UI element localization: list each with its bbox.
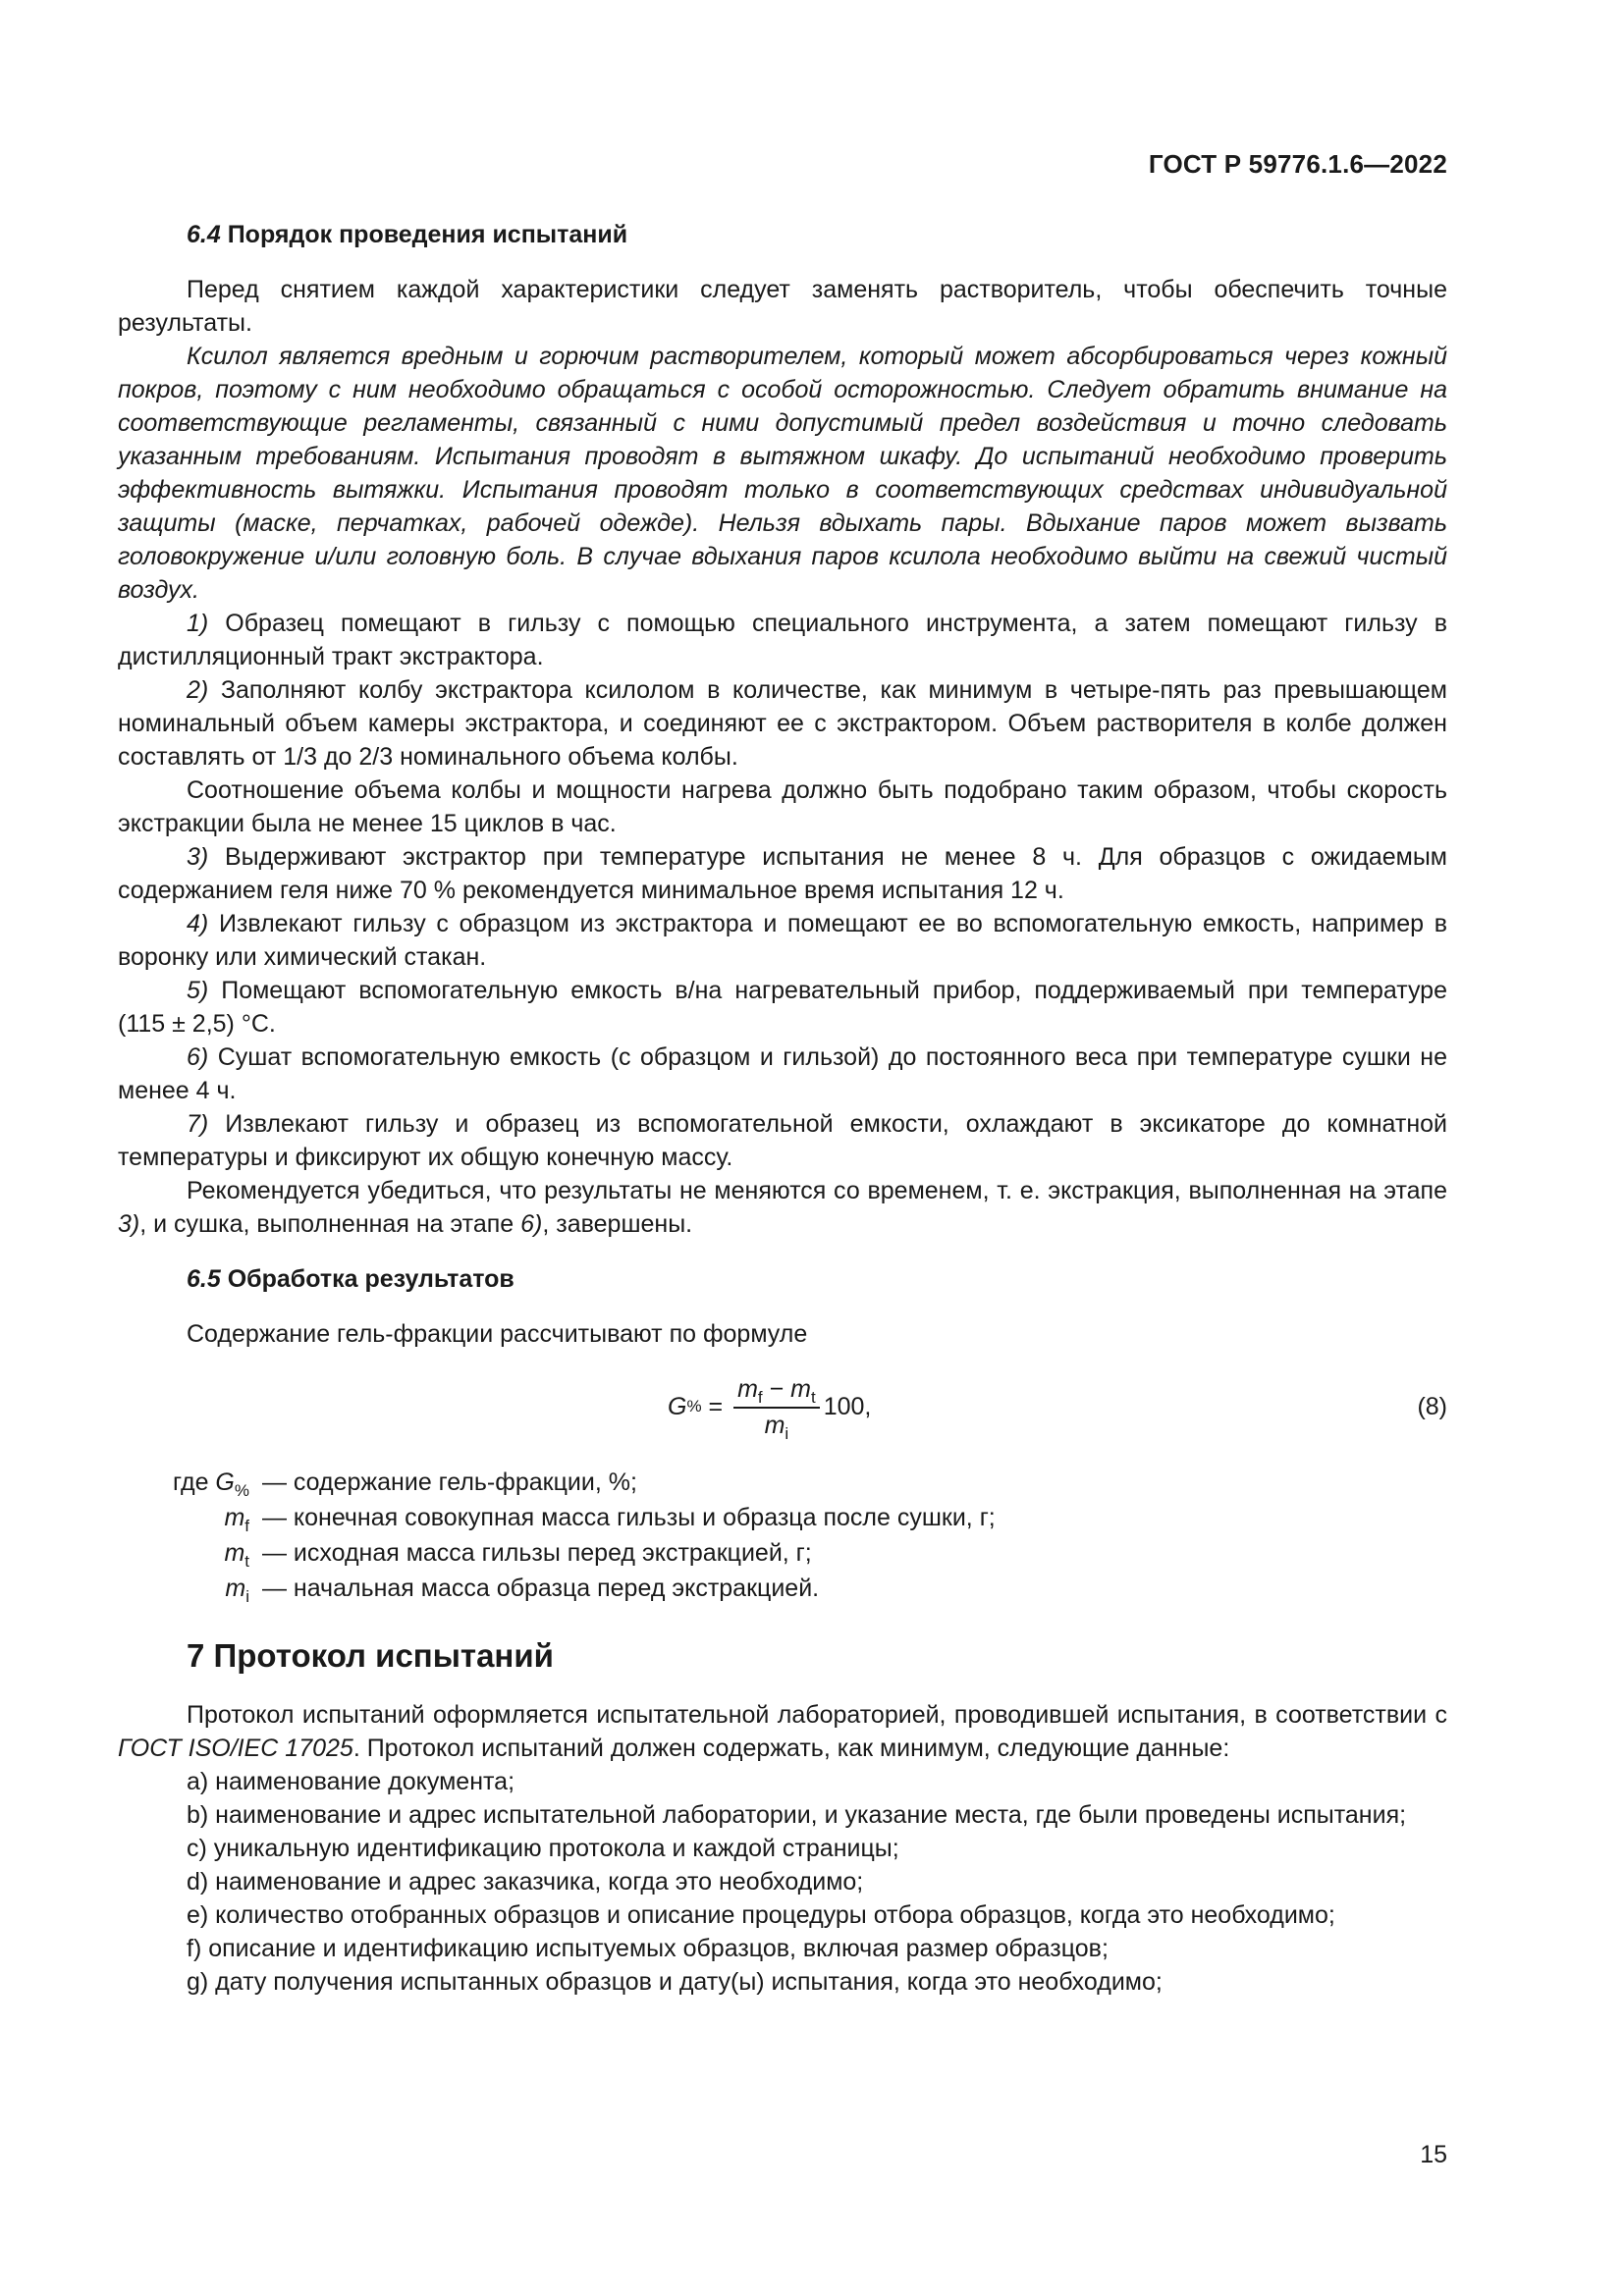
- numerator-var-a: m: [737, 1374, 758, 1403]
- section-6-5-heading: [187, 1262, 1447, 1296]
- formula-block: [118, 1364, 1447, 1449]
- definition-row: [118, 1465, 1447, 1500]
- list-item: d) наименование и адрес заказчика, когда это необходимо;: [187, 1868, 864, 1896]
- formula-lhs-var: G: [668, 1393, 687, 1420]
- definition-sub: t: [244, 1552, 249, 1571]
- definition-text: — начальная масса образца перед экстракцией.: [255, 1575, 820, 1602]
- protocol-intro-b: . Протокол испытаний должен содержать, как минимум, следующие данные:: [352, 1735, 1230, 1762]
- gel-fraction-formula: G % = $\frac{m_f - m_t}{m_i}$ 100,: [668, 1374, 872, 1443]
- paragraph-xylene-warning: Ксилол является вредным и горючим растворителем, который может абсорбироваться через кожный покров, поэтому с ним необходимо обращаться с особой осторожностью. Следует обратить внимание на соответствующие регламенты, связанный с ними допустимый предел воздействия и точно следовать указанным требованиям. Испытания проводят в вытяжном шкафу. До испытаний необходимо проверить эффективность вытяжки. Испытания проводят только в соответствующих средствах индивидуальной защиты (маске, перчатках, рабочей одежде). Нельзя вдыхать пары. Вдыхание паров может вызвать головокружение и/или головную боль. В случае вдыхания паров ксилола необходимо выйти на свежий чистый воздух.: [118, 343, 1447, 604]
- step-6-marker: 6): [187, 1043, 209, 1071]
- formula-definitions: [118, 1465, 1447, 1606]
- step-1-marker: 1): [187, 610, 209, 637]
- page-content: [118, 218, 1447, 1999]
- list-item: c) уникальную идентификацию протокола и каждой страницы;: [187, 1835, 899, 1862]
- numerator-sub-a: f: [757, 1387, 763, 1407]
- paragraph-formula-intro: Содержание гель-фракции рассчитывают по формуле: [187, 1320, 808, 1348]
- paragraph-ratio: Соотношение объема колбы и мощности нагрева должно быть подобрано таким образом, чтобы скорость экстракции была не менее 15 циклов в час.: [118, 776, 1447, 837]
- step-5-marker: 5): [187, 977, 209, 1004]
- definition-var: m: [224, 1504, 245, 1531]
- step-4-text: Извлекают гильзу с образцом из экстрактора и помещают ее во вспомогательную емкость, например в воронку или химический стакан.: [118, 910, 1447, 971]
- list-item: a) наименование документа;: [187, 1768, 515, 1795]
- recommendation-step-ref-3: 3): [118, 1210, 140, 1238]
- step-5: [118, 974, 1447, 1041]
- step-3-marker: 3): [187, 843, 209, 871]
- definition-row: [118, 1535, 1447, 1571]
- definition-sub: i: [245, 1587, 249, 1606]
- protocol-standard-ref: ГОСТ ISO/IEC 17025: [118, 1735, 353, 1762]
- where-word: где: [172, 1468, 216, 1496]
- step-1: [118, 607, 1447, 673]
- denominator-var: m: [764, 1411, 785, 1439]
- formula-number: (8): [1417, 1393, 1447, 1420]
- section-6-4-number: 6.4: [187, 221, 221, 248]
- recommendation-text-c: , завершены.: [542, 1210, 693, 1238]
- protocol-intro-a: Протокол испытаний оформляется испытательной лабораторией, проводившей испытания, в соответствии с: [187, 1701, 1447, 1729]
- definition-text: — конечная совокупная масса гильзы и образца после сушки, г;: [255, 1504, 996, 1531]
- section-6-4-heading: [187, 218, 1447, 251]
- page-number: 15: [1420, 2141, 1447, 2168]
- numerator-sub-b: t: [810, 1387, 816, 1407]
- step-2-text: Заполняют колбу экстрактора ксилолом в количестве, как минимум в четыре-пять раз превышающем номинальный объем камеры экстрактора, и соединяют ее с экстрактором. Объем растворителя в колбе должен составлять от 1/3 до 2/3 номинального объема колбы.: [118, 676, 1447, 771]
- formula-fraction: [733, 1374, 820, 1443]
- step-6: [118, 1041, 1447, 1107]
- formula-numerator: [733, 1374, 820, 1409]
- step-5-text: Помещают вспомогательную емкость в/на нагревательный прибор, поддерживаемый при температуре (115 ± 2,5) °С.: [118, 977, 1447, 1038]
- definition-sub: %: [234, 1481, 249, 1500]
- paragraph-protocol-intro: [118, 1698, 1447, 1765]
- definition-row: [118, 1500, 1447, 1535]
- step-7-text: Извлекают гильзу и образец из вспомогательной емкости, охлаждают в эксикаторе до комнатной температуры и фиксируют их общую конечную массу.: [118, 1110, 1447, 1171]
- step-4-marker: 4): [187, 910, 209, 937]
- numerator-var-b: m: [790, 1374, 811, 1403]
- definition-label: [118, 1465, 255, 1500]
- definition-var: m: [224, 1539, 245, 1567]
- recommendation-text-b: , и сушка, выполненная на этапе: [139, 1210, 521, 1238]
- definition-text: — исходная масса гильзы перед экстракцией, г;: [255, 1539, 812, 1567]
- step-6-text: Сушат вспомогательную емкость (с образцом и гильзой) до постоянного веса при температуре сушки не менее 4 ч.: [118, 1043, 1447, 1104]
- definition-sub: f: [244, 1517, 249, 1535]
- denominator-sub: i: [785, 1423, 789, 1443]
- formula-tail: 100,: [823, 1393, 872, 1420]
- recommendation-text-a: Рекомендуется убедиться, что результаты не меняются со временем, т. е. экстракция, выполненная на этапе: [187, 1177, 1447, 1204]
- step-2: [118, 673, 1447, 774]
- definition-text: — содержание гель-фракции, %;: [255, 1468, 637, 1496]
- section-7-heading: 7 Протокол испытаний: [187, 1637, 554, 1674]
- section-6-5-title: Обработка результатов: [220, 1265, 514, 1293]
- list-item: e) количество отобранных образцов и описание процедуры отбора образцов, когда это необходимо;: [187, 1901, 1335, 1929]
- step-1-text: Образец помещают в гильзу с помощью специального инструмента, а затем помещают гильзу в дистилляционный тракт экстрактора.: [118, 610, 1447, 670]
- list-item: b) наименование и адрес испытательной лаборатории, и указание места, где были проведены испытания;: [187, 1801, 1407, 1829]
- formula-equals: =: [701, 1393, 731, 1420]
- definition-var: m: [225, 1575, 246, 1602]
- definition-label: [118, 1500, 255, 1535]
- definition-var: G: [215, 1468, 235, 1496]
- list-item: f) описание и идентификацию испытуемых образцов, включая размер образцов;: [187, 1935, 1109, 1962]
- step-7: [118, 1107, 1447, 1174]
- section-6-5-number: 6.5: [187, 1265, 221, 1293]
- definition-label: [118, 1571, 255, 1606]
- section-6-4-title: Порядок проведения испытаний: [220, 221, 628, 248]
- numerator-minus: −: [762, 1374, 791, 1403]
- step-2-marker: 2): [187, 676, 209, 704]
- recommendation-step-ref-6: 6): [520, 1210, 543, 1238]
- formula-denominator: [764, 1409, 789, 1443]
- protocol-contents-list: [118, 1765, 1447, 1999]
- step-4: [118, 907, 1447, 974]
- document-id-header: ГОСТ Р 59776.1.6—2022: [1148, 149, 1447, 179]
- step-3: [118, 840, 1447, 907]
- step-3-text: Выдерживают экстрактор при температуре испытания не менее 8 ч. Для образцов с ожидаемым содержанием геля ниже 70 % рекомендуется минимальное время испытания 12 ч.: [118, 843, 1447, 904]
- paragraph-solvent-replace: Перед снятием каждой характеристики следует заменять растворитель, чтобы обеспечить точные результаты.: [118, 276, 1447, 337]
- list-item: g) дату получения испытанных образцов и дату(ы) испытания, когда это необходимо;: [187, 1968, 1163, 1996]
- paragraph-recommendation: [118, 1174, 1447, 1241]
- definition-label: [118, 1535, 255, 1571]
- definition-row: [118, 1571, 1447, 1606]
- step-7-marker: 7): [187, 1110, 209, 1138]
